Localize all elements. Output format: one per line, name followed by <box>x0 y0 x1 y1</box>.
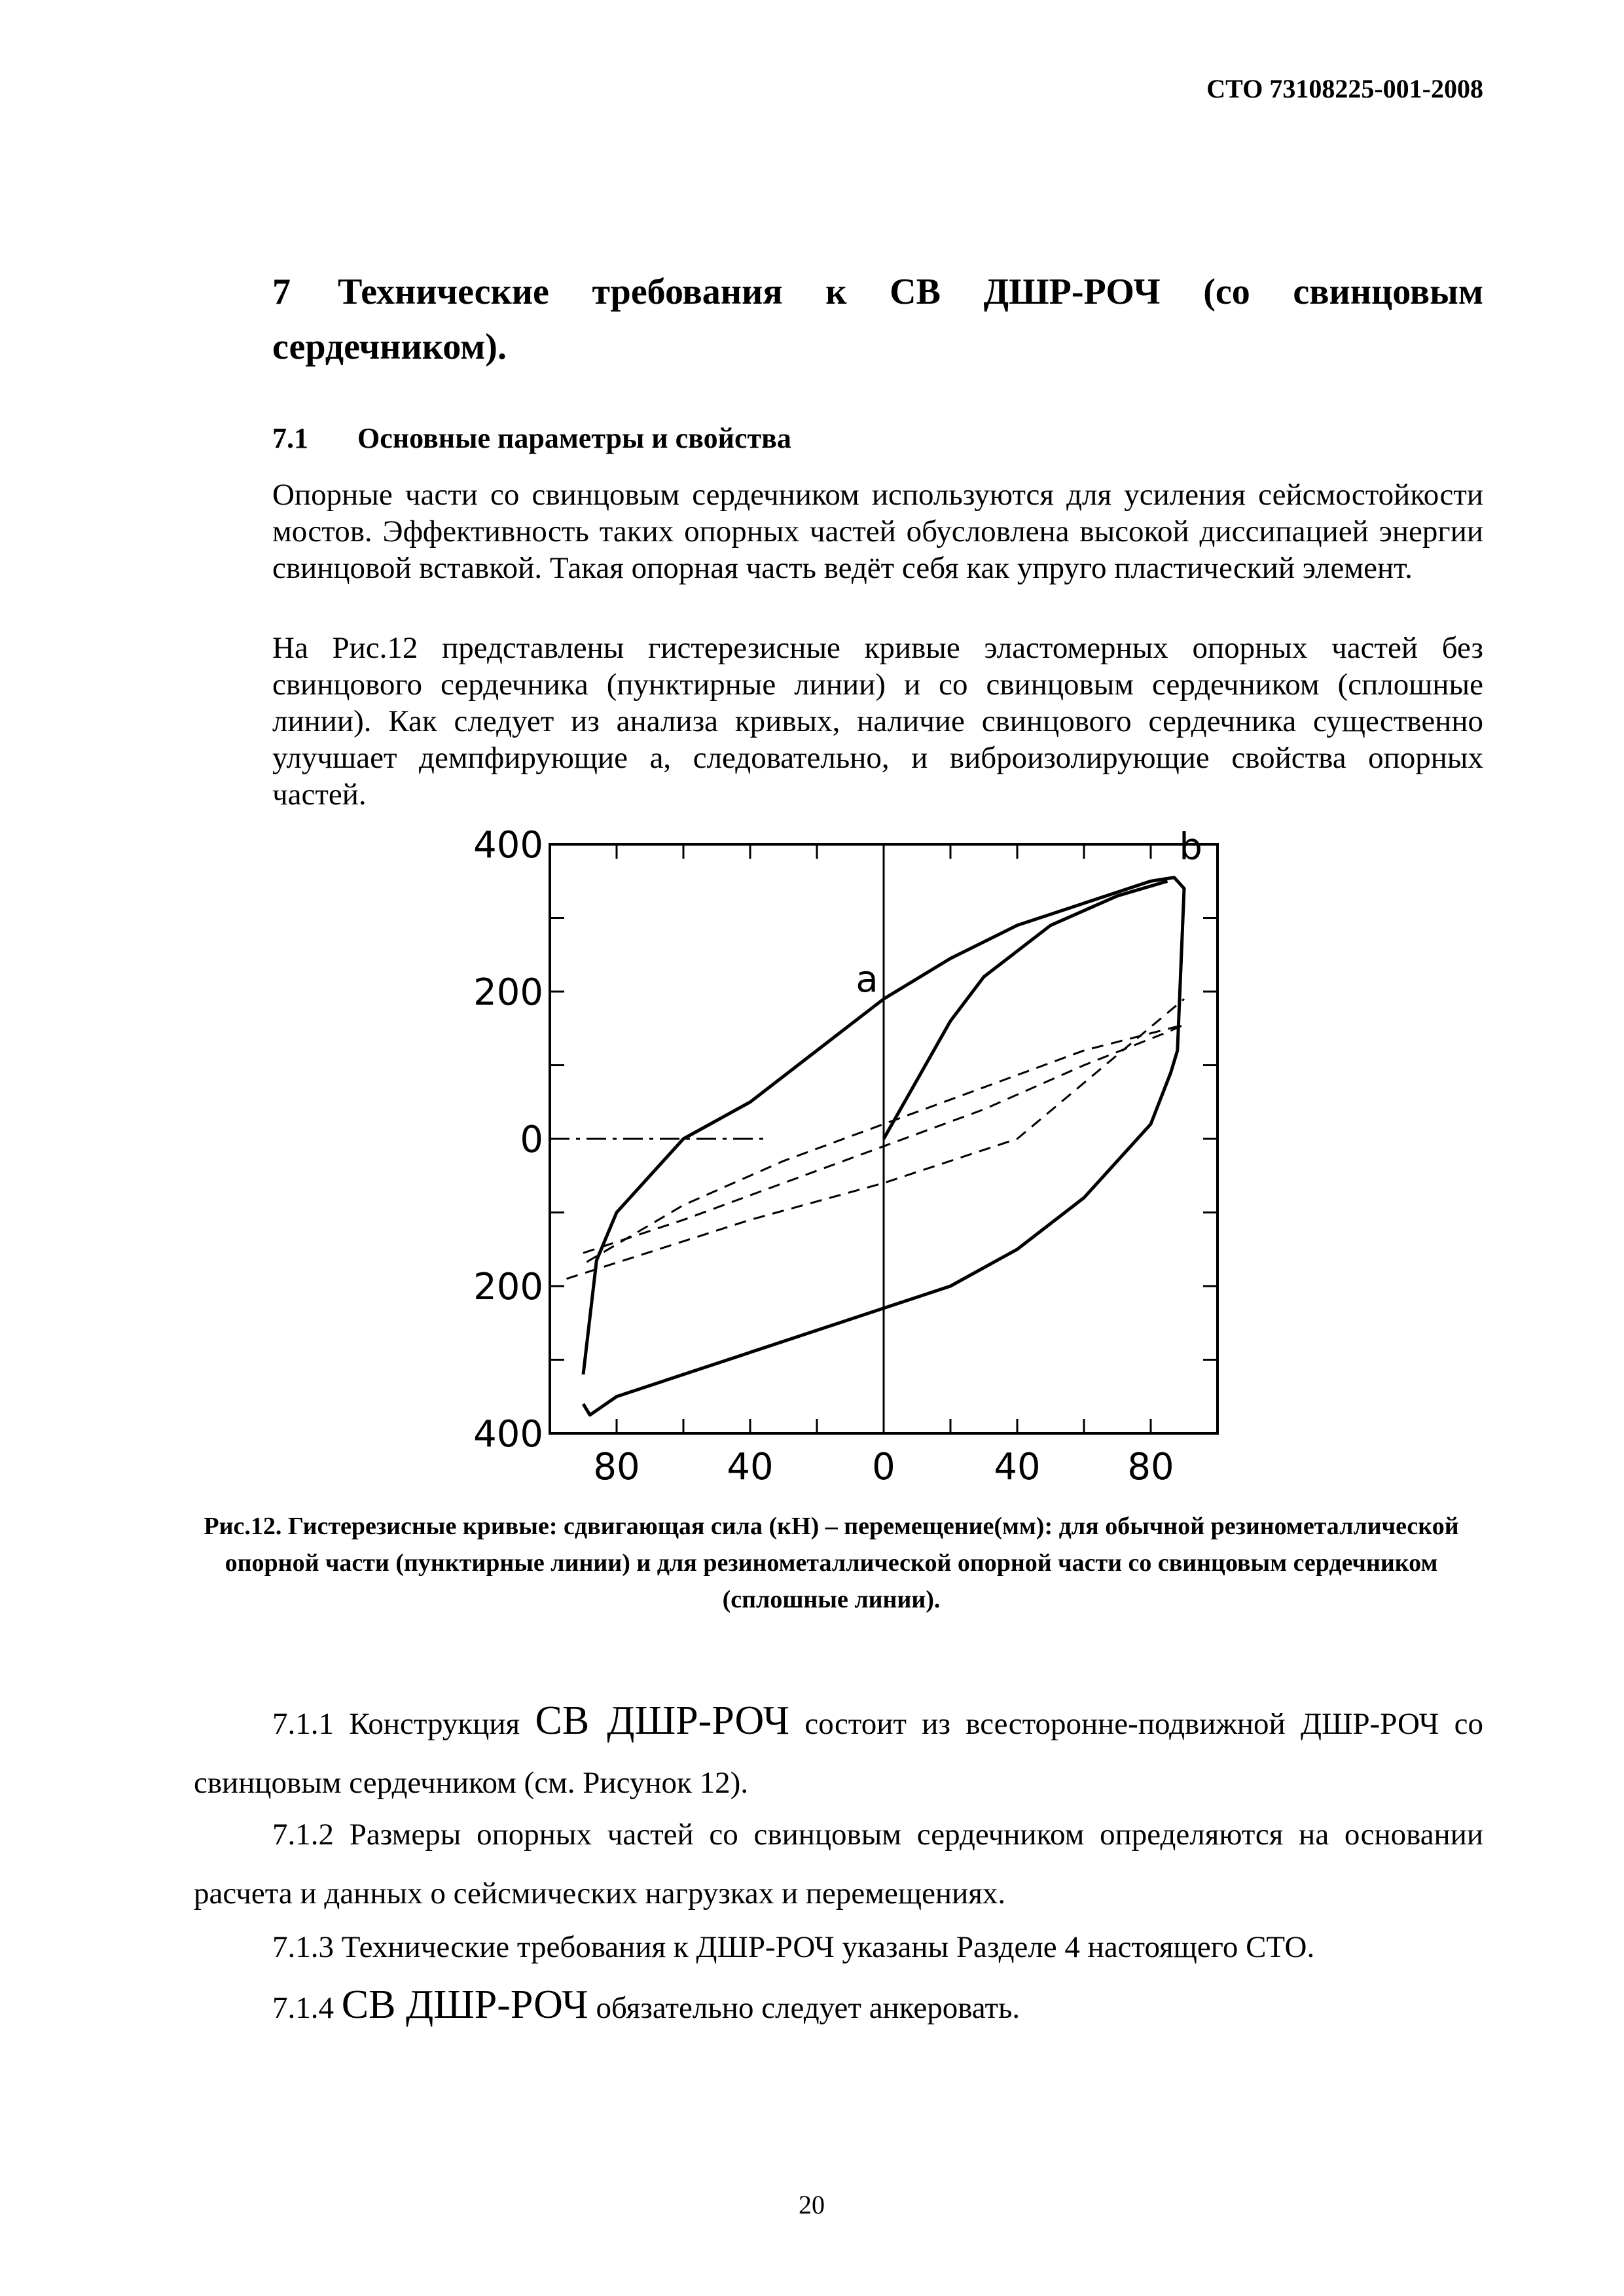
clause-text: Технические требования к ДШР-РОЧ указаны Разделе 4 настоящего СТО. <box>341 1930 1315 1964</box>
paragraph-intro: Опорные части со свинцовым сердечником используются для усиления сейсмостойкости мостов. Эффективность таких опорных частей обусловлена высокой диссипацией энергии свинцовой вставкой. Такая опорная часть ведёт себя как упруго пластический элемент. <box>272 478 1483 585</box>
clause-text-post: состоит из всесторонне-подвижной ДШР-РОЧ со свинцовым сердечником (см. Рисунок 12). <box>194 1707 1484 1800</box>
clause-text-post: обязательно следует анкеровать. <box>596 1991 1020 2025</box>
clause-7-1-2 <box>194 1805 1483 1923</box>
subsection-title: Основные параметры и свойства <box>357 422 791 454</box>
x-tick-label: 80 <box>593 1446 640 1486</box>
section-number: 7 <box>272 272 291 312</box>
x-tick-label: 80 <box>1127 1446 1174 1486</box>
section-title: Технические требования к СВ ДШР-РОЧ (со свинцовым сердечником). <box>272 272 1483 367</box>
figure-caption: Рис.12. Гистерезисные кривые: сдвигающая сила (кН) – перемещение(мм): для обычной резинометаллической опорной части (пунктирные линии) и для резинометаллической опорной части со свинцовым сердечником (сплошные линии). <box>204 1513 1459 1613</box>
x-tick-label: 40 <box>994 1446 1041 1486</box>
hysteresis-figure <box>458 818 1244 1486</box>
series-curve-3 <box>567 999 1185 1279</box>
annotation-b: b <box>1179 825 1202 869</box>
series-curve-1 <box>884 881 1168 1139</box>
subsection-number: 7.1 <box>272 422 308 454</box>
tick-labels <box>473 824 1202 1486</box>
document-id: СТО 73108225-001-2008 <box>1206 74 1483 103</box>
y-tick-label: 200 <box>473 1266 543 1308</box>
y-tick-label: 400 <box>473 824 543 867</box>
annotation-a: a <box>856 958 878 1001</box>
subsection-heading <box>272 419 1483 458</box>
page-number: 20 <box>799 2190 825 2219</box>
clause-7-1-1 <box>194 1691 1483 1812</box>
hysteresis-chart <box>458 818 1244 1486</box>
section-heading <box>272 264 1483 374</box>
clause-text: Размеры опорных частей со свинцовым сердечником определяются на основании расчета и данных о сейсмических нагрузках и перемещениях. <box>194 1818 1484 1910</box>
x-tick-label: 40 <box>727 1446 774 1486</box>
clause-number: 7.1.2 <box>272 1818 334 1852</box>
clause-number: 7.1.4 <box>272 1991 334 2025</box>
clause-term: СВ ДШР-РОЧ <box>341 1982 588 2027</box>
clause-number: 7.1.1 <box>272 1707 334 1741</box>
y-tick-label: 200 <box>473 971 543 1014</box>
clause-number: 7.1.3 <box>272 1930 334 1964</box>
y-tick-label: 400 <box>473 1413 543 1456</box>
clause-7-1-4 <box>194 1975 1483 2037</box>
y-tick-label: 0 <box>520 1119 543 1161</box>
clause-text-pre: Конструкция <box>349 1707 520 1741</box>
clause-7-1-3 <box>194 1918 1483 1977</box>
paragraph-figure-description: На Рис.12 представлены гистерезисные кривые эластомерных опорных частей без свинцового сердечника (пунктирные линии) и со свинцовым сердечником (сплошные линии). Как следует из анализа кривых, наличие свинцового сердечника существенно улучшает демпфирующие а, следовательно, и виброизолирующие свойства опорных частей. <box>272 631 1483 812</box>
x-tick-label: 0 <box>872 1446 895 1486</box>
clause-term: СВ ДШР-РОЧ <box>535 1698 790 1743</box>
